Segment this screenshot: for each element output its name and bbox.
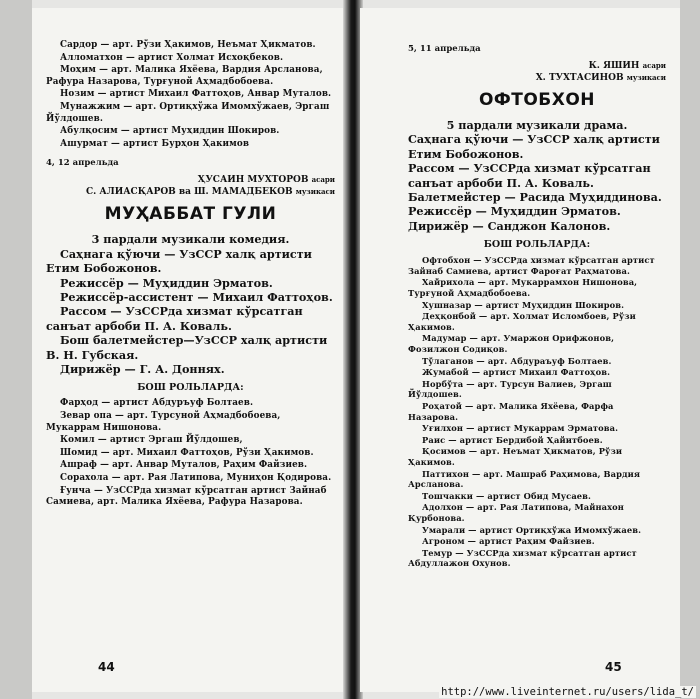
cast-entry: Мунажжим — арт. Ортиқхўжа Имомхўжаев, Эргаш Йўлдошев. [46,101,330,124]
cast-entry: Мадумар — арт. Умаржон Орифжонов, Фозилжон Содиқов. [408,333,615,354]
play-author [408,60,666,72]
credit-line: Саҳнага қўючи — УзССР халқ артисти Етим Бобожонов. [408,132,660,161]
cast-entry: Деҳқонбой — арт. Холмат Исломбоев, Рўзи Ҳакимов. [408,311,636,332]
watermark-url: http://www.liveinternet.ru/users/lida_t/ [441,686,694,698]
cast-entry: Хушназар — артист Муҳиддин Шокиров. [422,299,625,310]
play-composer [408,72,666,84]
composer-names: С. АЛИАСҚАРОВ ва Ш. МАМАДБЕКОВ [86,187,293,198]
cast-entry: Умарали — артист Ортиқхўжа Имомхўжаев. [422,524,642,535]
right-credits [408,118,666,233]
cast-entry: Уғилхон — артист Мукаррам Эрматова. [422,423,619,434]
credit-line: Режиссёр-ассистент — Михаил Фаттоҳов. [60,289,333,304]
credit-line: Рассом — УзССРда хизмат кўрсатган санъат арбоби П. А. Коваль. [46,304,303,333]
author-name: К. ЯШИН [588,61,640,71]
play-author [46,174,335,186]
play-composers [46,186,335,198]
page-number: 44 [98,660,115,674]
credit-line: Рассом — УзССРда хизмат кўрсатган санъат арбоби П. А. Коваль. [408,161,651,190]
cast-entry: Зевар опа — арт. Турсуной Аҳмадбобоева, Мукаррам Нишонова. [46,411,281,433]
cast-entry: Фарҳод — артист Абдуръуф Болтаев. [60,398,254,409]
cast-entry: Офтобхон — УзССРда хизмат кўрсатган артист Зайнаб Самиева, артист Фароғат Раҳматова. [408,255,655,276]
cast-entry: Моҳим — арт. Малика Яхёева, Вардия Арсланова, Рафура Назарова, Турғуной Аҳмадбобоева. [46,65,323,87]
right-page [360,8,680,692]
page-edge-left [0,0,32,699]
cast-entry: Шомид — арт. Михаил Фаттоҳов, Рўзи Ҳакимов. [60,447,314,458]
cast-entry: Раис — артист Бердибой Ҳайитбоев. [422,434,603,445]
left-cast-top [46,40,335,150]
credit-line: Бош балетмейстер—УзССР халқ артисти В. Н. Губская. [46,333,328,362]
genre-line: 3 пардали музикали комедия. [91,232,290,247]
cast-entry: Қосимов — арт. Неъмат Ҳикматов, Рўзи Ҳакимов. [408,446,623,467]
cast-entry: Ашурмат — артист Бурҳон Ҳакимов [60,138,250,149]
cast-entry: Нозим — артист Михаил Фаттоҳов, Анвар Муталов. [60,89,332,100]
page-edge-right [680,0,700,699]
composer-suffix: музикаси [626,73,666,82]
cast-entry: Норбўта — арт. Турсун Валиев, Эргаш Йўлдошев. [408,378,612,400]
composer-name: Х. ТУХТАСИНОВ [535,73,624,83]
credit-line: Балетмейстер — Расида Муҳиддинова. [408,190,662,205]
author-name: ҲУСАИН МУХТОРОВ [197,175,309,186]
genre-line: 5 пардали музикали драма. [446,118,628,132]
play-title: МУҲАББАТ ГУЛИ [104,204,277,225]
left-page [32,8,345,692]
performance-date: 4, 12 апрельда [46,158,119,169]
cast-entry: Тошчакки — артист Обид Мусаев. [422,490,592,501]
right-cast [408,255,666,569]
cast-entry: Ашраф — арт. Анвар Муталов, Раҳим Файзиев. [60,460,308,471]
performance-date: 5, 11 апрельда [408,44,481,54]
composer-suffix: музикаси [295,187,335,197]
cast-entry: Жумабой — артист Михаил Фаттоҳов. [422,367,611,378]
cast-entry: Роҳатой — арт. Малика Яхёева, Фарфа Назарова. [408,400,614,422]
credit-line: Дирижёр — Санджон Калонов. [408,218,611,233]
cast-entry: Темур — УзССРда хизмат кўрсатган артист Абдуллажон Охунов. [408,547,637,569]
cast-entry: Агроном — артист Раҳим Файзиев. [422,536,595,547]
credit-line: Режиссёр — Муҳиддин Эрматов. [60,275,273,290]
credit-line: Дирижёр — Г. А. Доннях. [60,362,225,376]
page-number: 45 [605,660,622,674]
cast-entry: Хайрихола — арт. Мукаррамхон Нишонова, Турғуной Аҳмадбобоева. [408,277,638,299]
cast-entry: Паттихон — арт. Машраб Раҳимова, Вардия Арсланова. [408,468,641,490]
cast-entry: Тўлаганов — арт. Абдураъуф Болтаев. [422,355,612,366]
cast-entry: Комил — артист Эргаш Йўлдошев, [60,435,243,446]
roles-heading: БОШ РОЛЬЛАРДА: [137,382,244,394]
cast-entry: Алломатхон — артист Холмат Исхоқбеков. [60,52,284,63]
roles-heading: БОШ РОЛЬЛАРДА: [483,239,591,251]
credit-line: Саҳнага қўючи — УзССР халқ артисти Етим Бобожонов. [46,246,312,276]
play-title: ОФТОБХОН [478,90,596,110]
cast-entry: Абулқосим — артист Муҳиддин Шокиров. [60,126,280,137]
cast-entry: Сорахола — арт. Рая Латипова, Муниҳон Қодирова. [60,472,332,483]
cast-entry: Ғунча — УзССРда хизмат кўрсатган артист Зайнаб Самиева, арт. Малика Яхёева, Рафура Назарова. [46,485,327,508]
author-suffix: асари [311,175,335,185]
credit-line: Режиссёр — Муҳиддин Эрматов. [408,204,621,219]
left-cast-bottom [46,398,335,508]
cast-entry: Сардор — арт. Рўзи Ҳакимов, Неъмат Ҳикматов. [60,40,316,50]
left-credits [46,232,335,376]
author-suffix: асари [642,61,666,70]
cast-entry: Адолхон — арт. Рая Латипова, Майнахон Қурбонова. [408,502,624,523]
